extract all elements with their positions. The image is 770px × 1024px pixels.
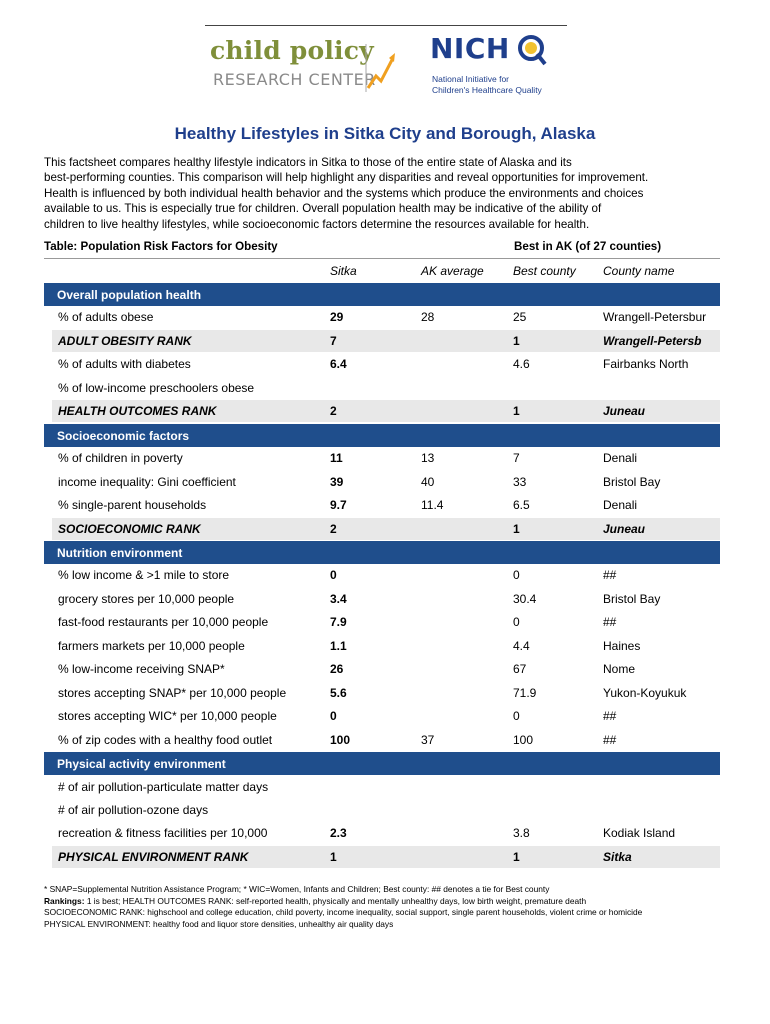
- best-county-value: 71.9: [513, 685, 537, 700]
- sitka-value: 39: [330, 474, 344, 489]
- county-name: Nome: [603, 662, 636, 677]
- ak-average-value: 13: [421, 451, 435, 466]
- intro-line: available to us. This is especially true for children. Overall population health may be indicative of the ability of: [44, 202, 602, 216]
- table-row: [52, 682, 720, 704]
- ak-average-value: 40: [421, 474, 435, 489]
- table-row: [52, 447, 720, 469]
- nichq-q-icon: [517, 34, 555, 68]
- row-label: HEALTH OUTCOMES RANK: [58, 404, 217, 419]
- row-label: # of air pollution-ozone days: [58, 802, 209, 817]
- county-name: ##: [603, 709, 617, 724]
- table-row: [52, 353, 720, 375]
- row-label: grocery stores per 10,000 people: [58, 591, 235, 606]
- best-county-value: 25: [513, 310, 527, 325]
- nichq-logo-line2: Children's Healthcare Quality: [432, 85, 542, 95]
- best-county-value: 33: [513, 474, 527, 489]
- best-county-value: 6.5: [513, 498, 530, 512]
- row-label: farmers markets per 10,000 people: [58, 638, 245, 653]
- row-label: stores accepting SNAP* per 10,000 people: [58, 685, 287, 700]
- sitka-value: 3.4: [330, 591, 347, 606]
- table-row: [52, 494, 720, 516]
- section-label: Socioeconomic factors: [57, 428, 190, 443]
- footnote-line: [44, 896, 744, 908]
- ak-average-value: 37: [421, 732, 435, 747]
- best-county-value: 1: [513, 521, 520, 536]
- row-label: PHYSICAL ENVIRONMENT RANK: [58, 849, 249, 864]
- county-name: Kodiak Island: [603, 826, 676, 841]
- best-county-value: 1: [513, 333, 520, 348]
- row-label: ADULT OBESITY RANK: [58, 333, 192, 348]
- col-header-sitka: Sitka: [330, 264, 357, 278]
- section-header: [44, 752, 720, 775]
- best-county-value: 100: [513, 732, 534, 747]
- sitka-value: 2.3: [330, 826, 347, 841]
- table-row: [52, 658, 720, 680]
- row-label: % of children in poverty: [58, 451, 183, 466]
- table-row: [52, 564, 720, 586]
- footnotes: [44, 884, 744, 930]
- sitka-value: 6.4: [330, 357, 347, 372]
- table-row: [52, 377, 720, 399]
- row-label: % of low-income preschoolers obese: [58, 380, 255, 395]
- row-label: SOCIOECONOMIC RANK: [58, 521, 201, 536]
- nichq-logo-name: NICH: [430, 32, 510, 65]
- sitka-value: 100: [330, 732, 351, 747]
- ak-average-value: 11.4: [421, 498, 444, 512]
- county-name: Wrangell-Petersbur: [603, 310, 707, 325]
- row-label: % of adults obese: [58, 310, 154, 325]
- row-label: recreation & fitness facilities per 10,000: [58, 826, 268, 841]
- col-header-ak-average: AK average: [421, 264, 484, 278]
- best-in-ak-header: Best in AK (of 27 counties): [514, 240, 662, 253]
- footnote-line: SOCIOECONOMIC RANK: highschool and college education, child poverty, income inequality, social support, single parent households, violent crime or homicide: [44, 907, 643, 918]
- rank-row: [52, 400, 720, 422]
- sitka-value: 2: [330, 404, 337, 419]
- best-county-value: 7: [513, 451, 520, 466]
- col-header-best-county: Best county: [513, 264, 576, 278]
- row-label: fast-food restaurants per 10,000 people: [58, 615, 269, 630]
- county-name: ##: [603, 732, 617, 747]
- county-name: Haines: [603, 638, 641, 653]
- rank-row: [52, 518, 720, 540]
- row-label: # of air pollution-particulate matter days: [58, 779, 269, 794]
- footnote-line: * SNAP=Supplemental Nutrition Assistance Program; * WIC=Women, Infants and Children; Best county: ## denotes a tie for Best county: [44, 884, 550, 894]
- row-label: % of adults with diabetes: [58, 357, 191, 372]
- table-row: [52, 776, 720, 798]
- table-row: [52, 306, 720, 328]
- table-row: [52, 635, 720, 657]
- section-header: [44, 283, 720, 306]
- rank-row: [52, 846, 720, 868]
- best-county-value: 4.6: [513, 357, 530, 372]
- sitka-value: 9.7: [330, 498, 347, 512]
- county-name: ##: [603, 615, 617, 630]
- section-header: [44, 541, 720, 564]
- row-label: % single-parent households: [58, 498, 207, 512]
- growth-arrow-icon: [360, 44, 396, 92]
- header-rule: [205, 25, 567, 26]
- county-name: Wrangell-Petersb: [603, 333, 702, 348]
- best-county-value: 1: [513, 404, 520, 419]
- best-county-value: 0: [513, 709, 520, 724]
- intro-line: best-performing counties. This comparison will help highlight any disparities and reveal opportunities for improvement.: [44, 171, 649, 185]
- nichq-logo: [430, 34, 580, 96]
- best-county-value: 67: [513, 662, 527, 677]
- row-label: % of zip codes with a healthy food outlet: [58, 732, 273, 747]
- best-county-value: 0: [513, 568, 520, 583]
- table-row: [52, 729, 720, 751]
- row-label: stores accepting WIC* per 10,000 people: [58, 709, 277, 724]
- intro-line: This factsheet compares healthy lifestyle indicators in Sitka to those of the entire state of Alaska and its: [44, 156, 572, 169]
- best-county-value: 0: [513, 615, 520, 630]
- row-label: % low-income receiving SNAP*: [58, 662, 225, 677]
- county-name: Yukon-Koyukuk: [603, 685, 687, 700]
- county-name: Denali: [603, 498, 638, 512]
- best-county-value: 1: [513, 849, 520, 864]
- footnote-line: PHYSICAL ENVIRONMENT: healthy food and liquor store densities, unhealthy air quality days: [44, 918, 394, 929]
- sitka-value: 5.6: [330, 685, 347, 700]
- sitka-value: 11: [330, 451, 343, 466]
- sitka-value: 2: [330, 521, 337, 536]
- child-policy-logo: [210, 36, 390, 96]
- county-name: Fairbanks North: [603, 357, 689, 372]
- table-row: [52, 471, 720, 493]
- county-name: Bristol Bay: [603, 474, 661, 489]
- table-caption: Table: Population Risk Factors for Obesity: [44, 240, 278, 253]
- county-name: Juneau: [603, 521, 646, 536]
- col-header-county-name: County name: [603, 264, 675, 278]
- table-row: [52, 799, 720, 821]
- nichq-logo-line1: National Initiative for: [432, 74, 510, 84]
- county-name: Denali: [603, 451, 638, 466]
- best-county-value: 3.8: [513, 826, 530, 841]
- sitka-value: 1.1: [330, 638, 347, 653]
- sitka-value: 1: [330, 849, 337, 864]
- table-row: [52, 588, 720, 610]
- page-title: Healthy Lifestyles in Sitka City and Borough, Alaska: [174, 124, 596, 143]
- county-name: Sitka: [603, 849, 632, 864]
- footnote-rankings-label: Rankings:: [44, 895, 85, 906]
- sitka-value: 0: [330, 568, 337, 583]
- table-row: [52, 822, 720, 844]
- section-label: Nutrition environment: [57, 546, 183, 560]
- county-name: ##: [603, 568, 617, 583]
- sitka-value: 7.9: [330, 615, 347, 630]
- row-label: income inequality: Gini coefficient: [58, 474, 236, 489]
- intro-line: children to live healthy lifestyles, while socioeconomic factors determine the resources available for health.: [44, 217, 590, 231]
- sitka-value: 7: [330, 333, 337, 348]
- section-label: Physical activity environment: [57, 757, 226, 771]
- section-label: Overall population health: [57, 288, 202, 302]
- cp-logo-name: child policy: [210, 36, 374, 65]
- best-county-value: 30.4: [513, 591, 537, 606]
- intro-line: Health is influenced by both individual health behavior and the systems which produce the environments and choices: [44, 186, 644, 200]
- table-row: [52, 705, 720, 727]
- row-label: % low income & >1 mile to store: [58, 568, 230, 583]
- sitka-value: 0: [330, 709, 337, 724]
- rank-row: [52, 330, 720, 352]
- sitka-value: 26: [330, 662, 344, 677]
- county-name: Juneau: [603, 404, 646, 419]
- ak-average-value: 28: [421, 310, 435, 325]
- section-header: [44, 424, 720, 447]
- cp-logo-subtitle: RESEARCH CENTER: [213, 70, 376, 89]
- table-row: [52, 611, 720, 633]
- best-county-value: 4.4: [513, 638, 530, 653]
- footnote-rankings-text: 1 is best; HEALTH OUTCOMES RANK: self-reported health, physically and mentally unhealthy days, low birth weight, premature death: [84, 895, 587, 906]
- county-name: Bristol Bay: [603, 591, 661, 606]
- intro-paragraph: [44, 155, 734, 232]
- table-header-rule: [44, 258, 720, 259]
- sitka-value: 29: [330, 310, 344, 325]
